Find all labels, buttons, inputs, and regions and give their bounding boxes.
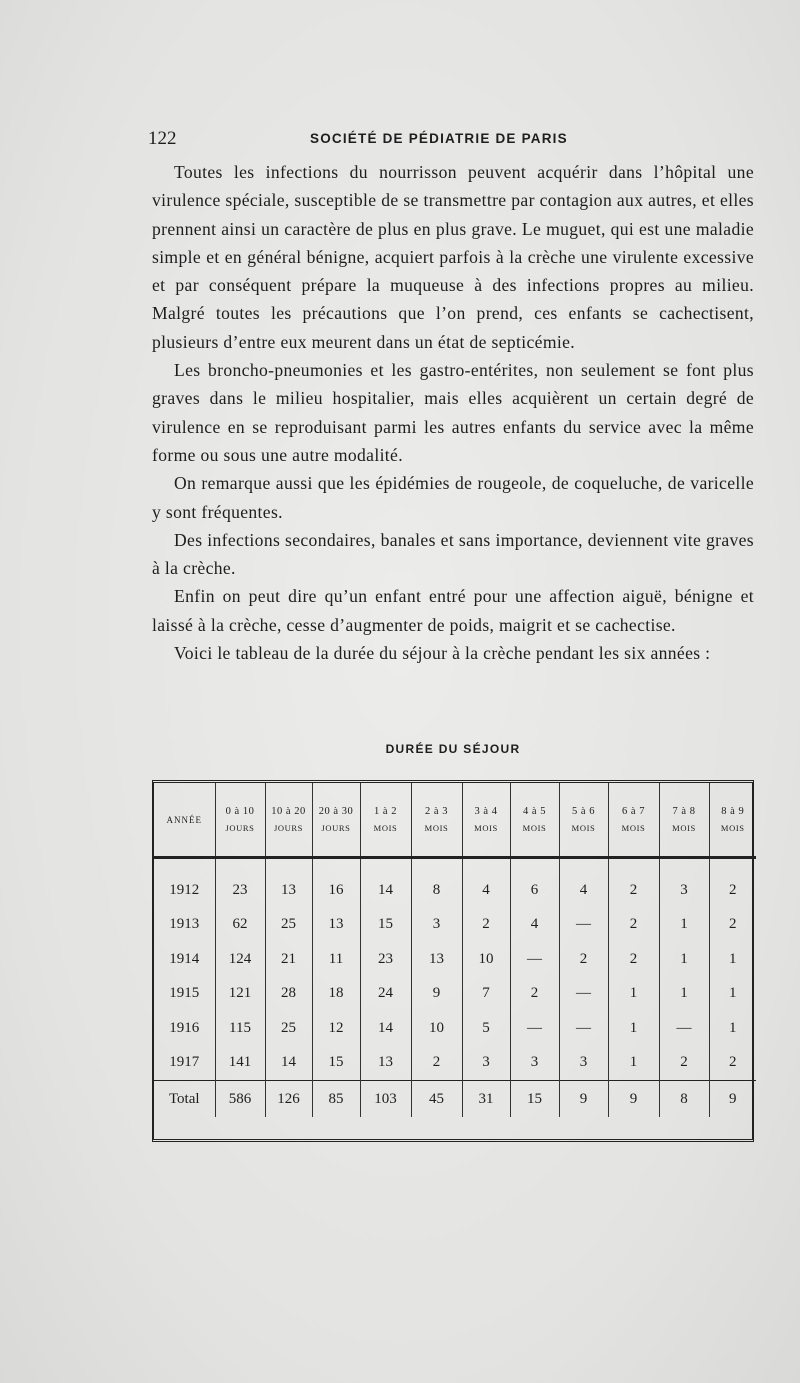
table-cell: 1 — [659, 942, 709, 977]
table-cell: 586 — [215, 1081, 265, 1118]
table-cell: 14 — [360, 858, 411, 908]
paragraph: Enfin on peut dire qu’un enfant entré pour une affection aiguë, bénigne et laissé à la crèche, cesse d’augmenter de poids, maigrit et se cachectise. — [152, 586, 754, 635]
table-cell: 3 — [462, 1046, 510, 1081]
table-cell: 1 — [709, 942, 756, 977]
table-cell: 2 — [608, 858, 659, 908]
table-row — [154, 1081, 756, 1118]
column-header — [559, 783, 608, 858]
table-cell: 13 — [265, 858, 312, 908]
table-cell: 14 — [265, 1046, 312, 1081]
column-header — [411, 783, 462, 858]
body-text — [152, 158, 754, 667]
table-cell: 1 — [608, 1011, 659, 1046]
column-unit: MOIS — [373, 822, 398, 833]
table-header-row — [154, 783, 756, 858]
table-cell: 4 — [462, 858, 510, 908]
table-cell: 2 — [462, 908, 510, 943]
column-header — [312, 783, 360, 858]
table-cell: 4 — [559, 858, 608, 908]
table-cell: 10 — [462, 942, 510, 977]
column-header — [360, 783, 411, 858]
table-cell: 45 — [411, 1081, 462, 1118]
table-cell: 15 — [510, 1081, 559, 1118]
row-label: 1914 — [169, 950, 200, 967]
table-cell: 23 — [215, 858, 265, 908]
column-header — [510, 783, 559, 858]
table-row — [154, 1046, 756, 1081]
table-cell: 1 — [659, 977, 709, 1012]
table-cell: 13 — [411, 942, 462, 977]
table-cell: 28 — [265, 977, 312, 1012]
column-range: 3 à 4 — [474, 805, 498, 817]
column-range: 0 à 10 — [225, 805, 255, 817]
table-cell: 25 — [265, 1011, 312, 1046]
table-cell: 14 — [360, 1011, 411, 1046]
column-header — [265, 783, 312, 858]
stay-duration-table — [152, 780, 754, 1142]
column-range: 5 à 6 — [572, 805, 595, 817]
column-unit: JOURS — [321, 822, 351, 833]
table-row — [154, 977, 756, 1012]
column-unit: MOIS — [571, 822, 596, 833]
column-header — [608, 783, 659, 858]
table-cell: 3 — [510, 1046, 559, 1081]
table-row — [154, 858, 756, 908]
table-row — [154, 942, 756, 977]
table-cell: 12 — [312, 1011, 360, 1046]
column-range: 7 à 8 — [672, 805, 696, 817]
row-label: 1917 — [169, 1054, 200, 1071]
column-unit: MOIS — [621, 822, 646, 833]
table-cell: — — [559, 1011, 608, 1046]
table-cell: 25 — [265, 908, 312, 943]
table-cell: 10 — [411, 1011, 462, 1046]
column-header — [709, 783, 756, 858]
paragraph: On remarque aussi que les épidémies de rougeole, de coqueluche, de varicelle y sont fréquentes. — [152, 473, 754, 522]
table-title: DURÉE DU SÉJOUR — [385, 742, 521, 756]
table-cell: 15 — [360, 908, 411, 943]
table-cell: — — [510, 1011, 559, 1046]
table-cell: 2 — [559, 942, 608, 977]
table-cell: 4 — [510, 908, 559, 943]
table-cell: 9 — [559, 1081, 608, 1118]
table-cell: 103 — [360, 1081, 411, 1118]
table-cell: 13 — [360, 1046, 411, 1081]
running-head: SOCIÉTÉ DE PÉDIATRIE DE PARIS — [310, 131, 568, 146]
table-cell: 3 — [559, 1046, 608, 1081]
paragraph: Voici le tableau de la durée du séjour à la crèche pendant les six années : — [174, 643, 711, 664]
table-cell: 1 — [659, 908, 709, 943]
table-cell: 115 — [215, 1011, 265, 1046]
table-cell: 31 — [462, 1081, 510, 1118]
table-cell: — — [659, 1011, 709, 1046]
column-unit: JOURS — [225, 822, 255, 833]
table-cell: 15 — [312, 1046, 360, 1081]
column-header — [462, 783, 510, 858]
column-range: 8 à 9 — [721, 805, 745, 817]
table-cell: 24 — [360, 977, 411, 1012]
table-cell: 126 — [265, 1081, 312, 1118]
column-unit: MOIS — [672, 822, 696, 833]
table-cell: 3 — [411, 908, 462, 943]
paragraph: Les broncho-pneumonies et les gastro-entérites, non seulement se font plus graves dans le milieu hospitalier, mais elles acquièrent un certain degré de virulence en se reproduisant parmi les autres enfants du service avec la même forme ou sous une autre modalité. — [152, 360, 754, 465]
table-cell: 6 — [510, 858, 559, 908]
page-number: 122 — [148, 128, 177, 149]
page-header — [148, 128, 748, 150]
column-range: 20 à 30 — [318, 805, 354, 817]
table-row — [154, 908, 756, 943]
table-cell: 9 — [709, 1081, 756, 1118]
table-cell: 2 — [709, 1046, 756, 1081]
column-header — [659, 783, 709, 858]
row-label: 1916 — [169, 1019, 200, 1036]
column-range: 1 à 2 — [374, 805, 397, 817]
table-cell: 23 — [360, 942, 411, 977]
column-unit: MOIS — [424, 822, 449, 833]
table-cell: 1 — [709, 977, 756, 1012]
row-label: Total — [154, 1081, 215, 1118]
column-range: 2 à 3 — [425, 805, 448, 817]
table-cell: 2 — [411, 1046, 462, 1081]
table-cell: — — [559, 977, 608, 1012]
table-cell: 2 — [709, 908, 756, 943]
column-unit: MOIS — [522, 822, 547, 833]
column-unit: MOIS — [720, 822, 745, 833]
table-cell: 2 — [510, 977, 559, 1012]
column-header-year: ANNÉE — [154, 783, 215, 858]
table-cell: 1 — [709, 1011, 756, 1046]
column-unit: MOIS — [474, 822, 498, 833]
table-cell: 16 — [312, 858, 360, 908]
table-cell: 13 — [312, 908, 360, 943]
table-cell: 5 — [462, 1011, 510, 1046]
table-cell: 11 — [312, 942, 360, 977]
column-range: 4 à 5 — [523, 805, 546, 817]
table-cell: 1 — [608, 1046, 659, 1081]
table-cell: 121 — [215, 977, 265, 1012]
row-label: 1912 — [169, 881, 200, 898]
table-cell: 85 — [312, 1081, 360, 1118]
table-cell: 2 — [608, 908, 659, 943]
table-cell: 2 — [709, 858, 756, 908]
table-cell: 8 — [411, 858, 462, 908]
table-cell: 2 — [659, 1046, 709, 1081]
paragraph: Des infections secondaires, banales et sans importance, deviennent vite graves à la crèche. — [152, 529, 754, 579]
table-cell: 141 — [215, 1046, 265, 1081]
table-cell: — — [559, 908, 608, 943]
row-label: 1915 — [169, 985, 200, 1002]
paragraph: Toutes les infections du nourrisson peuvent acquérir dans l’hôpital une virulence spéciale, susceptible de se transmettre par contagion aux autres, et elles prennent ainsi un caractère de plus en plus grave. Le muguet, qui est une maladie simple et en général bénigne, acquiert parfois à la crèche une virulente excessive et par conséquent prépare la muqueuse à des infections propres au milieu. Malgré toutes les précautions que l’on prend, ces enfants se cachectisent, plusieurs d’entre eux meurent dans un état de septicémie. — [152, 162, 754, 352]
table-cell: 2 — [608, 942, 659, 977]
table-cell: 124 — [215, 942, 265, 977]
table-cell: 62 — [215, 908, 265, 943]
table-cell: 9 — [411, 977, 462, 1012]
column-range: 6 à 7 — [622, 805, 645, 817]
table-cell: 18 — [312, 977, 360, 1012]
table-cell: 8 — [659, 1081, 709, 1118]
row-label: 1913 — [169, 916, 200, 933]
table-cell: 9 — [608, 1081, 659, 1118]
table-cell: 1 — [608, 977, 659, 1012]
table-cell: 3 — [659, 858, 709, 908]
table-cell: — — [510, 942, 559, 977]
column-range: 10 à 20 — [271, 805, 306, 817]
column-header — [215, 783, 265, 858]
table-cell: 7 — [462, 977, 510, 1012]
column-unit: JOURS — [274, 822, 303, 833]
table-row — [154, 1011, 756, 1046]
table-cell: 21 — [265, 942, 312, 977]
